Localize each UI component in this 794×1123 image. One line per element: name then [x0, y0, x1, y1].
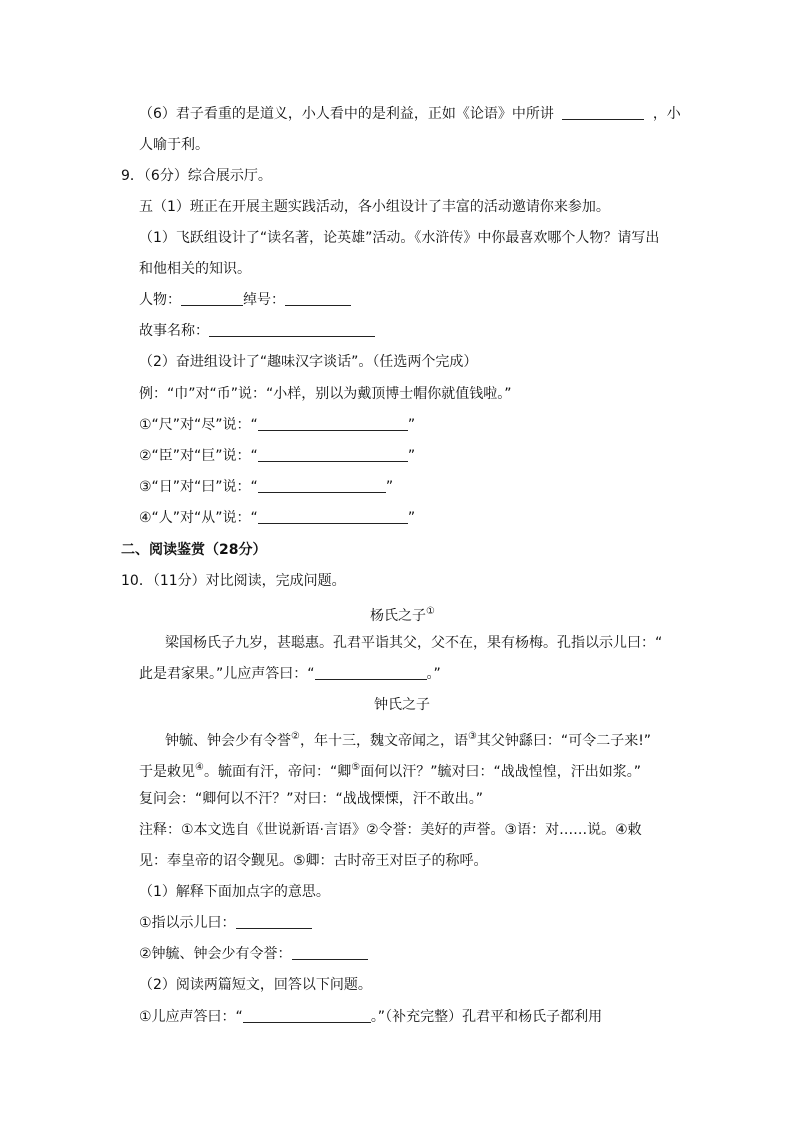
q10-sub2-title: （2）阅读两篇短文，回答以下问题。	[139, 977, 372, 993]
q9-header: 9．（6分）综合展示厅。	[121, 168, 272, 184]
text2-line2: 于是敕见④。毓面有汗，帝问：“卿⑤面何以汗？”毓对曰：“战战惶惶，汗出如浆。”	[139, 762, 641, 780]
text2-line1: 钟毓、钟会少有令誉②，年十三，魏文帝闻之，语③其父钟繇曰：“可令二子来!”	[165, 731, 652, 749]
q10-header: 10．（11分）对比阅读，完成问题。	[121, 573, 346, 589]
footnote-marker: ②	[291, 731, 300, 742]
dialogue-item: ①“尺”对“尽”说：“ ”	[139, 417, 416, 433]
q10-sub1-b: ②钟毓、钟会少有令誉：	[139, 944, 368, 964]
q8-6-line2: 人喻于利。	[139, 137, 209, 153]
section-title: 二、阅读鉴赏（28分）	[121, 542, 267, 558]
answer-blank[interactable]	[315, 665, 427, 680]
q9-part1-line1: （1）飞跃组设计了“读名著，论英雄”活动。《水浒传》中你最喜欢哪个人物？请写出	[139, 230, 660, 246]
footnote-marker: ④	[195, 762, 204, 773]
q8-6-line1: （6）君子看重的是道义，小人看中的是利益，正如《论语》中所讲 ，小	[139, 106, 681, 122]
q9-example: 例：“巾”对“币”说：“小样，别以为戴顶博士帽你就值钱啦。”	[139, 386, 512, 402]
answer-blank[interactable]	[243, 1008, 371, 1023]
q9-part1-line2: 和他相关的知识。	[139, 261, 251, 277]
text2-line3: 复问会：“卿何以不汗？”对曰：“战战慄慄，汗不敢出。”	[139, 791, 484, 807]
q9-part2-title: （2）奋进组设计了“趣味汉字谈话”。（任选两个完成）	[139, 354, 478, 370]
footnote-marker: ③	[467, 731, 477, 742]
text1-line2: 此是君家果。”儿应声答曰：“ 。”	[139, 666, 441, 682]
text2-title: 钟氏之子	[374, 697, 430, 713]
person-nickname-line: 人物： 绰号：	[139, 290, 351, 310]
notes-line2: 见：奉皇帝的诏令觐见。⑤卿：古时帝王对臣子的称呼。	[139, 853, 488, 869]
story-line: 故事名称：	[139, 321, 375, 341]
q9-intro: 五（1）班正在开展主题实践活动，各小组设计了丰富的活动邀请你来参加。	[139, 199, 610, 215]
answer-blank[interactable]	[292, 945, 368, 960]
footnote-marker: ⑤	[351, 762, 361, 773]
answer-blank[interactable]	[258, 416, 408, 431]
answer-blank[interactable]	[258, 478, 386, 493]
dialogue-item: ③“日”对“曰”说：“ ”	[139, 479, 394, 495]
nickname-blank[interactable]	[285, 291, 351, 306]
answer-blank[interactable]	[258, 509, 408, 524]
dialogue-item: ④“人”对“从”说：“ ”	[139, 510, 416, 526]
answer-blank[interactable]	[562, 105, 644, 120]
story-blank[interactable]	[209, 322, 375, 337]
text1-line1: 梁国杨氏子九岁，甚聪惠。孔君平诣其父，父不在，果有杨梅。孔指以示儿曰：“	[165, 635, 663, 651]
answer-blank[interactable]	[236, 914, 312, 929]
text1-title: 杨氏之子①	[370, 606, 435, 624]
q10-sub1-title: （1）解释下面加点字的意思。	[139, 884, 330, 900]
answer-blank[interactable]	[258, 447, 408, 462]
person-blank[interactable]	[181, 291, 243, 306]
footnote-marker: ①	[426, 606, 435, 617]
dialogue-item: ②“臣”对“巨”说：“ ”	[139, 448, 416, 464]
notes-line1: 注释：①本文选自《世说新语·言语》②令誉：美好的声誉。③语：对……说。④敕	[139, 822, 642, 838]
q10-sub1-a: ①指以示儿曰：	[139, 913, 312, 933]
q10-sub2-a: ①儿应声答曰：“ 。”（补充完整）孔君平和杨氏子都利用	[139, 1009, 603, 1025]
